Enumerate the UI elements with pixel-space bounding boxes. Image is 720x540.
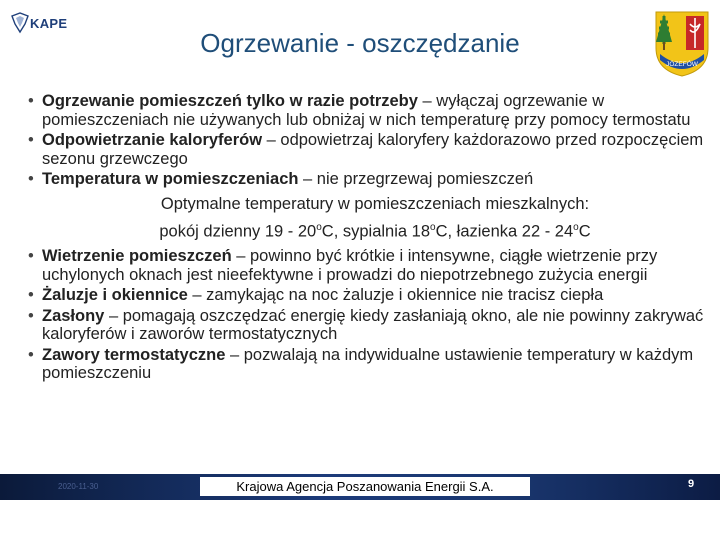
item-text: – wyłączaj ogrzewanie w pomieszczeniach nie używanych lub obniżaj w nich temperaturę przy pomocy termostatu bbox=[42, 92, 691, 129]
footer-organization: Krajowa Agencja Poszanowania Energii S.A. bbox=[236, 479, 494, 494]
degree-sign: o bbox=[430, 222, 436, 233]
item-text: – pomagają oszczędzać energię kiedy zasłaniają okno, ale nie powinny zakrywać kaloryferów i zaworów termostatycznych bbox=[42, 306, 704, 343]
degree-sign: o bbox=[316, 222, 322, 233]
bullet-icon: • bbox=[28, 131, 34, 149]
list-item bbox=[28, 92, 708, 129]
item-heading: Żaluzje i okiennice bbox=[42, 286, 188, 304]
bullet-icon: • bbox=[28, 286, 34, 304]
list-item bbox=[28, 247, 708, 284]
page-number: 9 bbox=[688, 478, 695, 490]
item-text: – pozwalają na indywidualne ustawienie temperatury w każdym pomieszczeniu bbox=[42, 345, 694, 382]
item-heading: Ogrzewanie pomieszczeń tylko w razie potrzeby bbox=[42, 92, 418, 110]
footer-organization-box bbox=[200, 477, 530, 496]
item-heading: Wietrzenie pomieszczeń bbox=[42, 247, 232, 265]
bullet-icon: • bbox=[28, 247, 34, 265]
list-item bbox=[28, 131, 708, 168]
temperature-values bbox=[28, 219, 708, 241]
bedroom-temperature: C, sypialnia 18 bbox=[321, 222, 431, 241]
jozefow-crest-icon bbox=[652, 8, 712, 78]
kape-logo bbox=[10, 12, 80, 36]
item-heading: Odpowietrzanie kaloryferów bbox=[42, 131, 263, 149]
crest-text: JÓZEFÓW bbox=[666, 61, 698, 68]
temperature-heading: Optymalne temperatury w pomieszczeniach mieszkalnych: bbox=[160, 194, 590, 213]
item-text: – odpowietrzaj kaloryfery każdorazowo przed rozpoczęciem sezonu grzewczego bbox=[42, 131, 704, 168]
item-heading: Temperatura w pomieszczeniach bbox=[42, 170, 299, 188]
room-temperature: pokój dzienny 19 - 20 bbox=[159, 222, 317, 241]
bullet-icon: • bbox=[28, 92, 34, 110]
bullet-icon: • bbox=[28, 306, 34, 325]
item-heading: Zawory termostatyczne bbox=[42, 345, 226, 364]
bullet-icon: • bbox=[28, 345, 34, 364]
item-text: – zamykając na noc żaluzje i okiennice nie tracisz ciepła bbox=[187, 286, 604, 304]
list-item bbox=[28, 307, 708, 344]
item-text: – powinno być krótkie i intensywne, ciągłe wietrzenie przy uchylonych oknach jest nieefektywne i prowadzi do niepotrzebnego zużycia energii bbox=[42, 247, 658, 284]
page-title: Ogrzewanie - oszczędzanie bbox=[200, 28, 520, 58]
bullet-list bbox=[28, 92, 708, 385]
degree-sign: o bbox=[573, 222, 579, 233]
list-item bbox=[28, 170, 708, 189]
list-item bbox=[28, 286, 708, 305]
item-heading: Zasłony bbox=[42, 306, 105, 325]
celsius-unit: C bbox=[578, 222, 591, 241]
kape-logo-text: KAPE bbox=[30, 16, 68, 31]
bathroom-temperature: C, łazienka 22 - 24 bbox=[435, 222, 574, 241]
footer bbox=[0, 474, 720, 500]
list-item bbox=[28, 346, 708, 383]
bullet-icon: • bbox=[28, 170, 34, 188]
kape-logo-icon bbox=[10, 12, 30, 34]
footer-date: 2020-11-30 bbox=[58, 482, 99, 491]
item-text: – nie przegrzewaj pomieszczeń bbox=[298, 170, 534, 188]
